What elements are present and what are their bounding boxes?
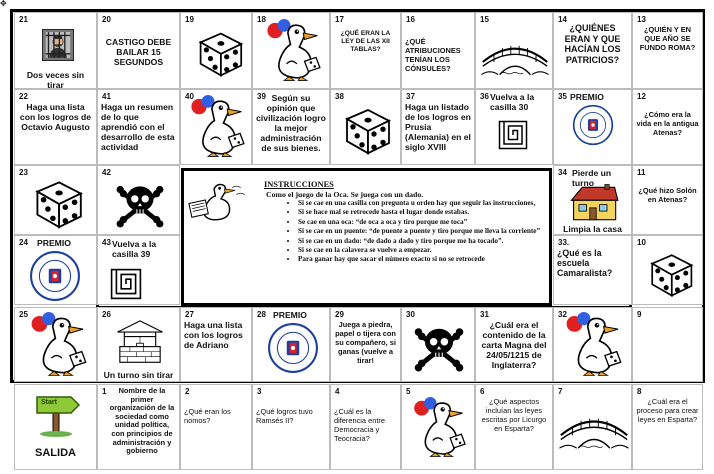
square-number: 36	[480, 92, 489, 101]
square-number: 35	[558, 92, 567, 101]
rule-item: • Se cae en una oca: “de oca a oca y tiro porque me toca”	[298, 218, 541, 227]
square-number: 26	[102, 310, 111, 319]
square-16[interactable]	[401, 12, 475, 89]
square-27[interactable]	[180, 307, 252, 382]
square-28[interactable]	[252, 307, 330, 382]
rule-item: • Si se cae en un puente: “de puente a puente y tiro porque me lleva la corriente”	[298, 227, 541, 236]
square-number: 1	[102, 387, 107, 396]
square-20[interactable]	[97, 12, 180, 89]
square-7[interactable]	[553, 384, 632, 470]
square-text: ¿Qué eran los nomos?	[184, 407, 231, 425]
square-number: 5	[406, 387, 411, 396]
square-number: 8	[637, 387, 642, 396]
goose-icon	[25, 310, 91, 380]
square-5[interactable]	[401, 384, 475, 470]
square-36[interactable]	[475, 89, 553, 165]
move-icon[interactable]: ✥	[0, 0, 7, 8]
square-number: 16	[406, 15, 415, 24]
square-number: 7	[558, 387, 563, 396]
school-badge-icon	[572, 104, 614, 146]
dice-icon	[25, 170, 87, 232]
square-18[interactable]	[252, 12, 330, 89]
square-number: 42	[102, 168, 111, 177]
square-number: 29	[335, 310, 344, 319]
goose-icon	[261, 15, 325, 87]
square-text: ¿Qué es la escuela Camaralista?	[557, 248, 613, 278]
square-15[interactable]	[475, 12, 553, 89]
square-24[interactable]	[14, 235, 97, 305]
dice-icon	[189, 19, 247, 83]
square-number: 9	[637, 310, 642, 319]
instructions-title: INSTRUCCIONES	[264, 180, 334, 189]
square-35[interactable]	[553, 89, 632, 165]
square-29[interactable]	[330, 307, 401, 382]
square-40[interactable]	[180, 89, 252, 165]
square-number: 30	[406, 310, 415, 319]
square-number: 21	[19, 15, 28, 24]
skull-crossbones-icon	[114, 174, 166, 230]
square-23[interactable]	[14, 165, 97, 235]
square-number: 20	[102, 15, 111, 24]
square-4[interactable]	[330, 384, 401, 470]
square-number: 4	[335, 387, 340, 396]
square-number: 25	[19, 310, 28, 319]
square-38[interactable]	[330, 89, 401, 165]
square-13[interactable]	[632, 12, 703, 89]
square-9[interactable]	[632, 307, 703, 382]
square-text: Vuelva a la casilla 30	[490, 92, 535, 112]
square-text: ¿Cuál era el contenido de la carta Magna del 24/05/1215 de Inglaterra?	[481, 320, 547, 370]
start-sign-icon	[33, 391, 81, 437]
square-42[interactable]	[97, 165, 180, 235]
square-text: Haga un resumen de lo que aprendió con el desarrollo de esta actividad	[101, 102, 175, 152]
square-32[interactable]	[553, 307, 632, 382]
dice-icon	[335, 96, 395, 160]
square-number: 14	[558, 15, 567, 24]
square-text: ¿Qué hizo Solón en Atenas?	[638, 186, 697, 204]
instructions-intro: Como el juego de la Oca. Se juega con un dado.	[266, 190, 424, 199]
square-37[interactable]	[401, 89, 475, 165]
square-text: PREMIO	[273, 310, 307, 320]
instructions-list	[288, 199, 541, 265]
square-number: 33.	[558, 238, 570, 247]
square-33[interactable]	[553, 235, 632, 305]
square-number: 12	[637, 92, 646, 101]
square-text: Según su opinión que civilización logro la mejor administración de sus bienes.	[256, 93, 326, 153]
rule-item: • Si se cae en una casilla con pregunta u orden hay que seguir las instrucciones,	[298, 199, 541, 208]
square-text: ¿Qué logros tuvo Ramsés II?	[256, 407, 313, 425]
square-number: 6	[480, 387, 485, 396]
square-number: 2	[185, 387, 190, 396]
square-12[interactable]	[632, 89, 703, 165]
square-41[interactable]	[97, 89, 180, 165]
square-number: 27	[185, 310, 194, 319]
square-3[interactable]	[252, 384, 330, 470]
square-text: ¿Cuál era el proceso para crear leyes en Esparta?	[636, 397, 699, 424]
square-text: ¿QUÉ ERAN LA LEY DE LAS XII TABLAS?	[340, 30, 391, 53]
goose-icon	[560, 310, 626, 380]
square-19[interactable]	[180, 12, 252, 89]
square-text: ¿QUIÉNES ERAN Y QUE HACÍAN LOS PATRICIOS?	[564, 23, 621, 65]
goose-reading-icon	[186, 173, 256, 233]
square-text: Haga una lista con los logros de Octavio Augusto	[19, 102, 92, 132]
square-text: ¿QUÉ ATRIBUCIONES TENÍAN LOS CÓNSULES?	[405, 37, 461, 73]
square-text-secondary: Limpia la casa	[563, 224, 622, 234]
square-number: 41	[102, 92, 111, 101]
jail-icon	[41, 27, 75, 63]
square-number: 10	[637, 238, 646, 247]
square-8[interactable]	[632, 384, 703, 470]
square-22[interactable]	[14, 89, 97, 165]
square-31[interactable]	[475, 307, 553, 382]
square-number: 38	[335, 92, 344, 101]
square-text: PREMIO	[570, 92, 604, 102]
square-text: ¿Cómo era la vida en la antigua Atenas?	[636, 110, 699, 137]
square-number: 43	[102, 238, 111, 247]
square-number: 13	[637, 15, 646, 24]
maze-icon	[498, 120, 528, 150]
square-number: 15	[480, 15, 489, 24]
school-badge-icon	[29, 250, 81, 302]
square-text: Dos veces sin tirar	[26, 70, 85, 89]
instructions-panel	[181, 168, 552, 306]
square-number: 31	[480, 310, 489, 319]
maze-icon	[110, 268, 142, 300]
school-badge-icon	[267, 322, 319, 374]
square-number: 11	[637, 168, 646, 177]
square-text: Pierde un turno	[572, 168, 612, 188]
goose-icon	[185, 92, 249, 162]
square-number: 39	[257, 92, 266, 101]
square-6[interactable]	[475, 384, 553, 470]
square-11[interactable]	[632, 165, 703, 235]
square-number: 17	[335, 15, 344, 24]
square-1[interactable]	[97, 384, 180, 470]
square-text: ¿Cuál es la diferencia entre Democracia y Teocracia?	[334, 407, 385, 443]
square-34[interactable]	[553, 165, 632, 235]
square-text: Nombre de la primer organización de la sociedad como unidad política, con principios de administración y gobierno	[109, 386, 175, 456]
square-text: Haga un listado de los logros en Prusia (Alemania) en el siglo XVIII	[405, 102, 471, 152]
skull-crossbones-icon	[412, 316, 466, 374]
square-text: Haga una lista con los logros de Adriano	[184, 320, 243, 350]
house-icon	[566, 184, 620, 222]
goose-icon	[408, 391, 470, 465]
start-square[interactable]	[14, 384, 97, 470]
square-21[interactable]	[14, 12, 97, 89]
square-10[interactable]	[632, 235, 703, 305]
square-text: CASTIGO DEBE BAILAR 15 SEGUNDOS	[105, 37, 172, 67]
square-text: ¿Qué aspectos incluían las leyes escritas por Licurgo en Esparta?	[481, 397, 547, 433]
square-30[interactable]	[401, 307, 475, 382]
square-text: Juega a piedra, papel o tijera con su compañero, si ganas (vuelve a tirar!	[335, 320, 396, 365]
square-number: 28	[257, 310, 266, 319]
square-number: 34	[558, 168, 567, 177]
square-2[interactable]	[180, 384, 252, 470]
square-text: Vuelva a la casilla 39	[112, 239, 157, 259]
square-26[interactable]	[97, 307, 180, 382]
square-text: PREMIO	[37, 238, 71, 248]
well-icon	[112, 316, 168, 366]
square-17[interactable]	[330, 12, 401, 89]
square-number: 40	[185, 92, 194, 101]
square-25[interactable]	[14, 307, 97, 382]
start-sign-text: Start	[41, 399, 57, 406]
dice-icon	[641, 244, 697, 300]
square-number: 3	[257, 387, 262, 396]
rule-item: • Si se cae en un dado: “de dado a dado y tiro porque me ha tocado”.	[298, 237, 541, 246]
square-43[interactable]	[97, 235, 180, 305]
square-number: 23	[19, 168, 28, 177]
rule-item: • Para ganar hay que sacar el número exacto si no se retrocede	[298, 255, 541, 264]
square-14[interactable]	[553, 12, 632, 89]
square-number: 22	[19, 92, 28, 101]
bridge-icon	[558, 405, 630, 451]
square-number: 24	[19, 238, 28, 247]
square-number: 32	[558, 310, 567, 319]
square-text: Un turno sin tirar	[103, 370, 174, 380]
square-number: 19	[185, 15, 194, 24]
rule-item: • Si se cae en la calavera se vuelve a empezar.	[298, 246, 541, 255]
square-text: ¿QUIÉN Y EN QUE AÑO SE FUNDO ROMA?	[639, 25, 696, 52]
rule-item: • Si se hace mal se retrocede hasta el lugar donde estabas.	[298, 208, 541, 217]
square-number: 37	[406, 92, 415, 101]
start-label: SALIDA	[35, 447, 76, 459]
square-number: 18	[257, 15, 266, 24]
bridge-icon	[480, 33, 550, 77]
square-39[interactable]	[252, 89, 330, 165]
